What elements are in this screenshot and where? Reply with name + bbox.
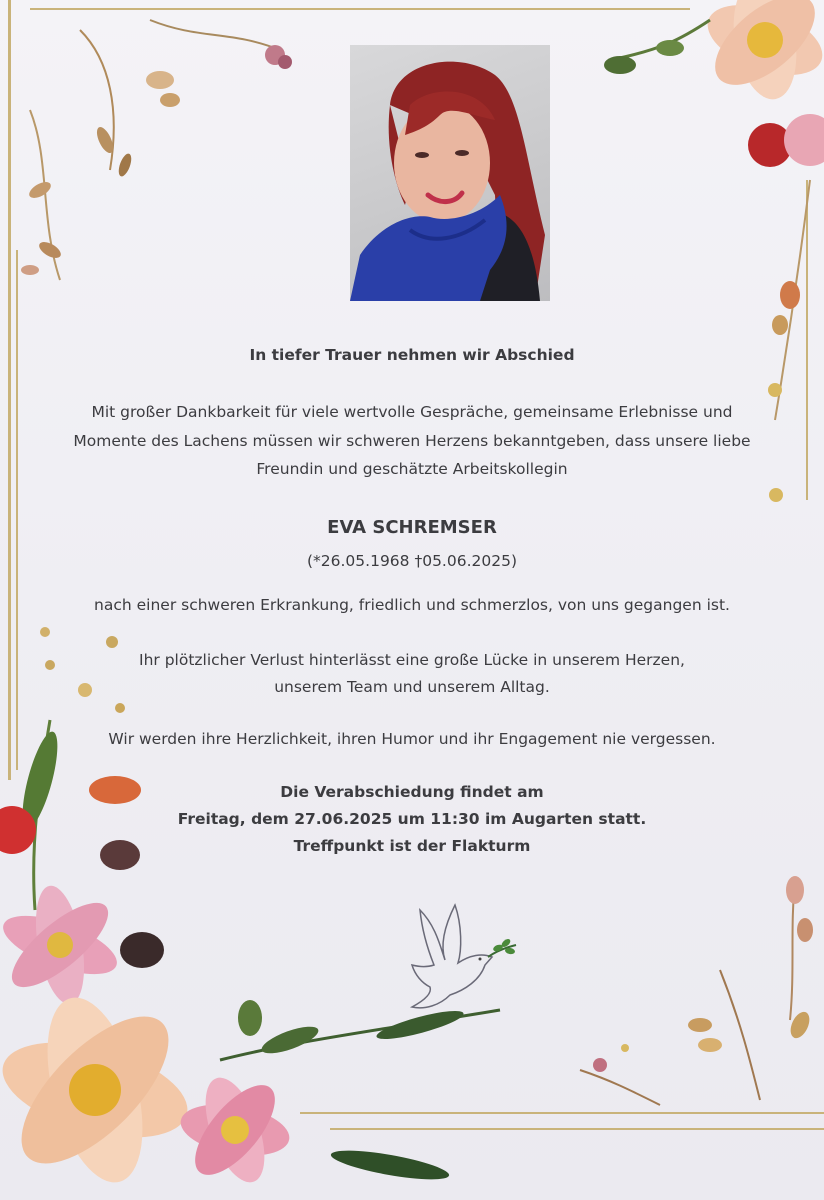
intro-line-3: Freundin und geschätzte Arbeitskollegin: [256, 460, 568, 478]
floral-sprig-bottom-right: [570, 860, 824, 1120]
deceased-name: EVA SCHREMSER: [327, 517, 497, 538]
intro-line-2: Momente des Lachens müssen wir schweren Herzens bekanntgeben, dass unsere liebe: [73, 432, 751, 450]
portrait-photo: [350, 45, 550, 301]
loss-line-2: unserem Team und unserem Alltag.: [274, 678, 550, 696]
portrait-illustration: [350, 45, 550, 301]
memory-line: Wir werden ihre Herzlichkeit, ihren Humor und ihr Engagement nie vergessen.: [108, 730, 716, 748]
farewell-line-3: Treffpunkt ist der Flakturm: [293, 837, 531, 855]
life-dates: (*26.05.1968 †05.06.2025): [306, 552, 517, 570]
passing-line: nach einer schweren Erkrankung, friedlich und schmerzlos, von uns gegangen ist.: [94, 596, 730, 614]
floral-sprig-top-left: [0, 0, 320, 320]
intro-line-1: Mit großer Dankbarkeit für viele wertvolle Gespräche, gemeinsame Erlebnisse und: [91, 403, 733, 421]
farewell-line-2: Freitag, dem 27.06.2025 um 11:30 im Augarten statt.: [177, 810, 647, 828]
farewell-line-1: Die Verabschiedung findet am: [280, 783, 544, 801]
dove-icon: [400, 895, 520, 1020]
obituary-heading: In tiefer Trauer nehmen wir Abschied: [249, 346, 575, 364]
loss-line-1: Ihr plötzlicher Verlust hinterlässt eine große Lücke in unserem Herzen,: [139, 651, 685, 669]
